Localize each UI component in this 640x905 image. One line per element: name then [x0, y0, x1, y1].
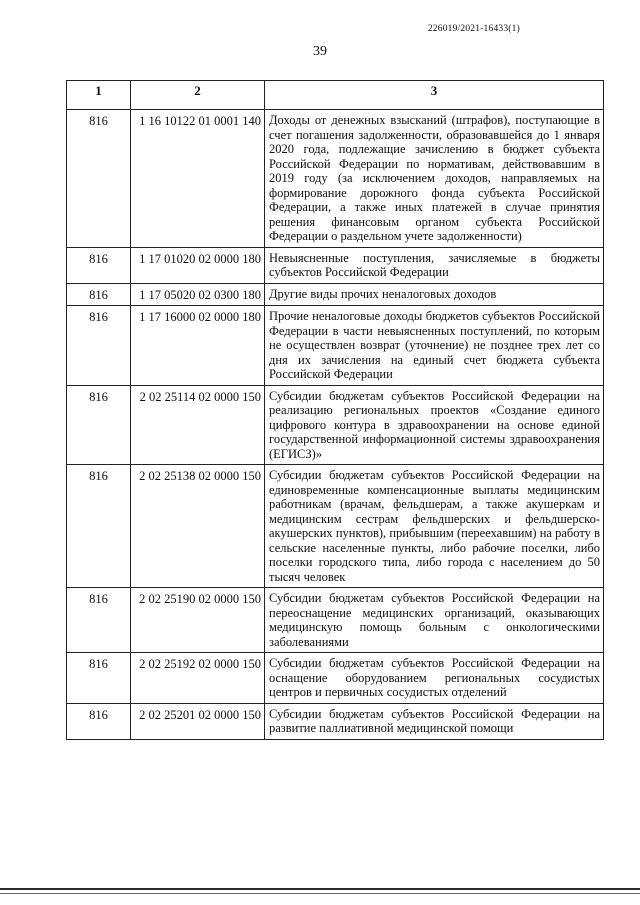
- column-header-2: 2: [131, 81, 265, 110]
- table-row: [67, 703, 604, 739]
- document-id: 226019/2021-16433(1): [427, 24, 520, 34]
- table-row: [67, 588, 604, 653]
- budget-code-cell: 1 17 05020 02 0300 180: [131, 283, 265, 306]
- income-name-cell: Прочие неналоговые доходы бюджетов субъектов Российской Федерации в части невыясненных поступлений, по которым не осуществлен возврат (уточнение) не позднее трех лет со дня их зачисления на единый счет бюджета субъекта Российской Федерации: [265, 306, 604, 386]
- table-row: [67, 465, 604, 588]
- budget-code-cell: 2 02 25138 02 0000 150: [131, 465, 265, 588]
- income-name-cell: Субсидии бюджетам субъектов Российской Федерации на развитие паллиативной медицинской помощи: [265, 703, 604, 739]
- table-row: [67, 247, 604, 283]
- admin-code-cell: 816: [67, 653, 131, 704]
- admin-code-cell: 816: [67, 306, 131, 386]
- income-name-cell: Субсидии бюджетам субъектов Российской Федерации на единовременные компенсационные выплаты медицинским работникам (врачам, фельдшерам, а также акушеркам и медицинским сестрам фельдшерских и фельдшерско-акушерских пунктов), прибывшим (переехавшим) на работу в сельские населенные пункты, либо рабочие поселки, либо поселки городского типа, либо города с населением до 50 тысяч человек: [265, 465, 604, 588]
- table-row: [67, 653, 604, 704]
- income-name-cell: Невыясненные поступления, зачисляемые в бюджеты субъектов Российской Федерации: [265, 247, 604, 283]
- admin-code-cell: 816: [67, 703, 131, 739]
- page-bottom-rule: [0, 888, 640, 890]
- admin-code-cell: 816: [67, 465, 131, 588]
- table-row: [67, 110, 604, 248]
- table-row: [67, 306, 604, 386]
- budget-code-cell: 2 02 25190 02 0000 150: [131, 588, 265, 653]
- admin-code-cell: 816: [67, 247, 131, 283]
- table-row: [67, 385, 604, 465]
- table-row: [67, 283, 604, 306]
- budget-code-cell: 2 02 25201 02 0000 150: [131, 703, 265, 739]
- budget-code-cell: 2 02 25114 02 0000 150: [131, 385, 265, 465]
- page-bottom-rule-thin: [0, 893, 640, 894]
- admin-code-cell: 816: [67, 283, 131, 306]
- income-name-cell: Субсидии бюджетам субъектов Российской Федерации на оснащение оборудованием региональных сосудистых центров и первичных сосудистых отделений: [265, 653, 604, 704]
- column-header-3: 3: [265, 81, 604, 110]
- admin-code-cell: 816: [67, 385, 131, 465]
- column-header-1: 1: [67, 81, 131, 110]
- budget-classification-table: [66, 80, 604, 740]
- income-name-cell: Субсидии бюджетам субъектов Российской Федерации на реализацию региональных проектов «Создание единого цифрового контура в здравоохранении на основе единой государственной информационной системы здравоохранения (ЕГИСЗ)»: [265, 385, 604, 465]
- budget-code-cell: 1 17 16000 02 0000 180: [131, 306, 265, 386]
- admin-code-cell: 816: [67, 588, 131, 653]
- admin-code-cell: 816: [67, 110, 131, 248]
- table-header-row: [67, 81, 604, 110]
- budget-code-cell: 2 02 25192 02 0000 150: [131, 653, 265, 704]
- budget-code-cell: 1 16 10122 01 0001 140: [131, 110, 265, 248]
- income-name-cell: Доходы от денежных взысканий (штрафов), поступающие в счет погашения задолженности, образовавшейся до 1 января 2020 года, подлежащие зачислению в бюджет субъекта Российской Федерации по нормативам, действовавшим в 2019 году (за исключением доходов, направляемых на формирование дорожного фонда субъекта Российской Федерации, а также иных платежей в случае принятия решения финансовым органом субъекта Российской Федерации о раздельном учете задолженности): [265, 110, 604, 248]
- income-name-cell: Другие виды прочих неналоговых доходов: [265, 283, 604, 306]
- page-number: 39: [313, 44, 327, 59]
- income-name-cell: Субсидии бюджетам субъектов Российской Федерации на переоснащение медицинских организаций, оказывающих медицинскую помощь больным с онкологическими заболеваниями: [265, 588, 604, 653]
- budget-code-cell: 1 17 01020 02 0000 180: [131, 247, 265, 283]
